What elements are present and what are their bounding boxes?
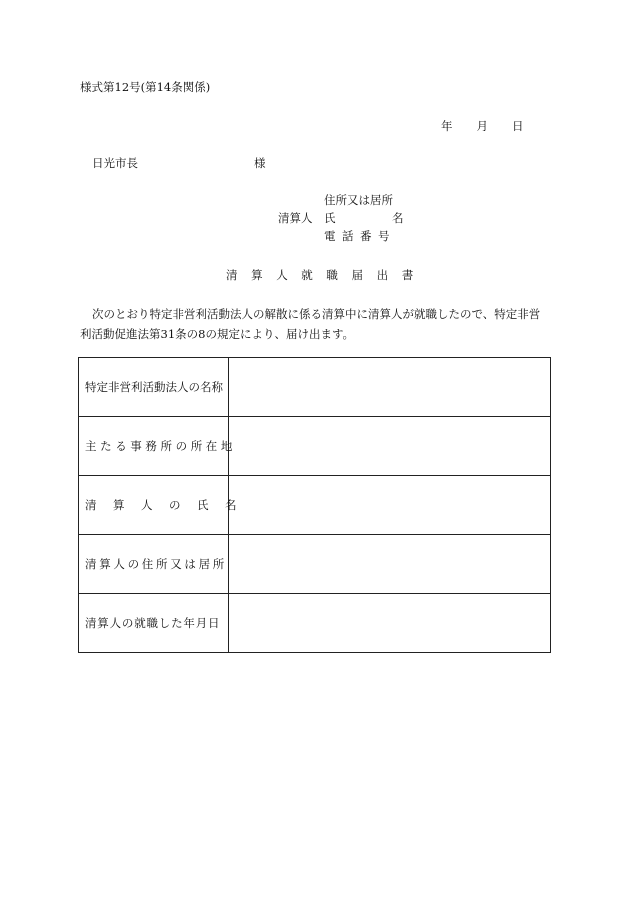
applicant-name-label-2: 名 bbox=[392, 211, 404, 225]
table-row-value[interactable] bbox=[229, 358, 551, 417]
applicant-name-label bbox=[324, 213, 404, 225]
form-number: 様式第12号(第14条関係) bbox=[80, 80, 211, 94]
table-row-label: 清算人の住所又は居所 bbox=[79, 535, 229, 594]
applicant-address-label: 住所又は居所 bbox=[324, 193, 393, 207]
table-row-label: 清算人の就職した年月日 bbox=[79, 594, 229, 653]
document-title: 清算人就職届出書 bbox=[226, 268, 427, 282]
table-row bbox=[79, 594, 551, 653]
applicant-block bbox=[278, 195, 438, 255]
form-table bbox=[78, 357, 551, 653]
applicant-role-label: 清算人 bbox=[278, 211, 313, 225]
applicant-name-label-1: 氏 bbox=[324, 211, 336, 225]
table-row-label: 主たる事務所の所在地 bbox=[79, 417, 229, 476]
applicant-phone-label: 電話番号 bbox=[324, 229, 396, 243]
date-year-label: 年 bbox=[441, 119, 453, 133]
table-row bbox=[79, 535, 551, 594]
table-row-label: 清算人の氏名 bbox=[79, 476, 229, 535]
table-row-value[interactable] bbox=[229, 594, 551, 653]
table-row bbox=[79, 417, 551, 476]
table-row bbox=[79, 358, 551, 417]
date-line bbox=[441, 121, 524, 133]
table-row bbox=[79, 476, 551, 535]
table-row-value[interactable] bbox=[229, 476, 551, 535]
table-row-label: 特定非営利活動法人の名称 bbox=[79, 358, 229, 417]
body-text: 次のとおり特定非営利活動法人の解散に係る清算中に清算人が就職したので、特定非営利活動促進法第31条の8の規定により、届け出ます。 bbox=[80, 307, 541, 341]
table-row-value[interactable] bbox=[229, 417, 551, 476]
date-day-label: 日 bbox=[512, 119, 524, 133]
date-month-label: 月 bbox=[476, 119, 488, 133]
table-row-value[interactable] bbox=[229, 535, 551, 594]
addressee-honorific: 様 bbox=[254, 156, 266, 170]
addressee-name: 日光市長 bbox=[92, 156, 138, 170]
